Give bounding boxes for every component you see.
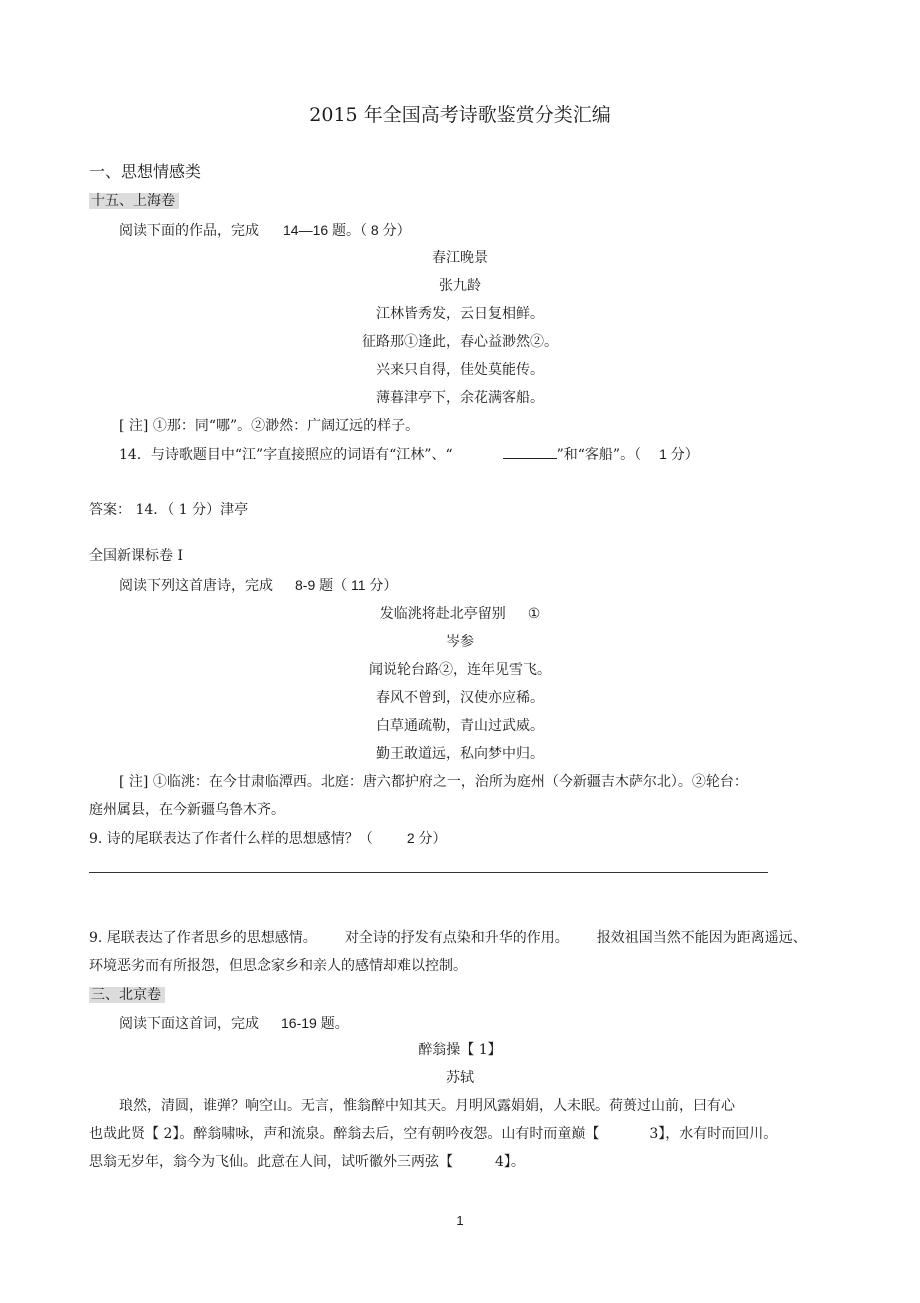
shanghai-instruction [119,221,411,240]
national-poem-line: 白草通疏勒，青山过武威。 [376,718,544,734]
page-number: 1 [456,1213,464,1228]
shanghai-poem-line: 征路那①逢此，春心益渺然②。 [362,334,558,350]
national-poem-title-mark: ① [527,606,541,622]
national-instruction-a: 阅读下列这首唐诗，完成 [119,578,273,594]
beijing-text-3a: 思翁无岁年，翁今为飞仙。此意在人间，试听徽外三两弦【 [89,1154,453,1170]
national-poem-line: 勤王敢道远，私向梦中归。 [376,746,544,762]
shanghai-instruction-b: 14—16 题。（ 8 分） [283,222,411,238]
shanghai-question-a: 14．与诗歌题目中“江”字直接照应的词语有“江林”、“ [119,447,453,463]
shanghai-poem-line: 兴来只自得，佳处莫能传。 [376,362,544,378]
beijing-text-2b: 3】，水有时而回川。 [649,1126,778,1142]
beijing-text-line-3 [89,1153,525,1171]
shanghai-answer: 答案： 14．（ 1 分）津亭 [89,502,249,518]
national-poem-line: 闻说轮台路②，连年见雪飞。 [369,662,551,678]
shanghai-question-b: ”和“客船”。（ [556,447,642,463]
shanghai-poem-line: 薄暮津亭下，余花满客船。 [376,390,544,406]
answer-blank [503,446,557,459]
section-heading: 一、思想情感类 [89,162,202,181]
shanghai-note: [ 注] ①那：同“哪”。②渺然：广阔辽远的样子。 [119,418,420,434]
beijing-tag-label: 三、北京卷 [89,987,165,1003]
beijing-tag [89,986,165,1004]
shanghai-tag-label: 十五、上海卷 [89,193,179,209]
national-poem-author: 岑参 [446,634,474,650]
beijing-instruction [119,1014,349,1033]
shanghai-poem-author: 张九龄 [439,278,481,294]
shanghai-poem-line: 江林皆秀发，云日复相鲜。 [376,306,544,322]
shanghai-instruction-a: 阅读下面的作品，完成 [119,223,259,239]
page-title: 2015 年全国高考诗歌鉴赏分类汇编 [309,104,611,126]
national-answer-line-2: 环境恶劣而有所报怨，但思念家乡和亲人的感情却难以控制。 [89,958,467,974]
national-question-a: 9. 诗的尾联表达了作者什么样的思想感情？（ [89,831,373,847]
national-answer-line-1 [89,929,807,947]
beijing-text-line-1: 琅然，清圆，谁弹？响空山。无言，惟翁醉中知其天。月明风露娟娟，人未眠。荷蒉过山前，曰有心 [119,1098,735,1114]
answer-line [89,872,768,873]
beijing-poem-title: 醉翁操【 1】 [418,1042,502,1058]
beijing-text-line-2 [89,1125,777,1143]
shanghai-question [119,445,699,464]
national-note-line-1: [ 注] ①临洮：在今甘肃临潭西。北庭：唐六都护府之一，治所为庭州（今新疆吉木萨尔北）。②轮台： [119,774,748,790]
national-question-b: 2 分） [406,830,447,846]
national-instruction [119,576,397,595]
national-note-line-2: 庭州属县，在今新疆乌鲁木齐。 [89,802,285,818]
beijing-instruction-a: 阅读下面这首词，完成 [119,1016,259,1032]
national-answer-1b: 对全诗的抒发有点染和升华的作用。 [344,930,569,946]
national-instruction-b: 8-9 题（ 11 分） [295,577,398,593]
shanghai-question-c: 1 分） [659,446,699,462]
national-poem-line: 春风不曾到，汉使亦应稀。 [376,690,544,706]
national-poem-title [0,605,920,623]
beijing-text-2a: 也哉此贤【 2】。醉翁啸咏，声和流泉。醉翁去后，空有朝吟夜怨。山有时而童巅【 [89,1126,600,1142]
national-answer-1a: 9. 尾联表达了作者思乡的思想感情。 [89,930,317,946]
shanghai-poem-title: 春江晚景 [432,250,488,266]
national-tag: 全国新课标卷 I [89,548,183,564]
national-question [89,829,447,848]
beijing-poem-author: 苏轼 [446,1070,474,1086]
national-poem-title-text: 发临洮将赴北亭留别 [379,606,506,622]
shanghai-tag [89,192,179,210]
beijing-text-3b: 4】。 [495,1154,525,1170]
beijing-instruction-b: 16-19 题。 [281,1015,349,1031]
national-answer-1c: 报效祖国当然不能因为距离遥远、 [596,930,807,946]
